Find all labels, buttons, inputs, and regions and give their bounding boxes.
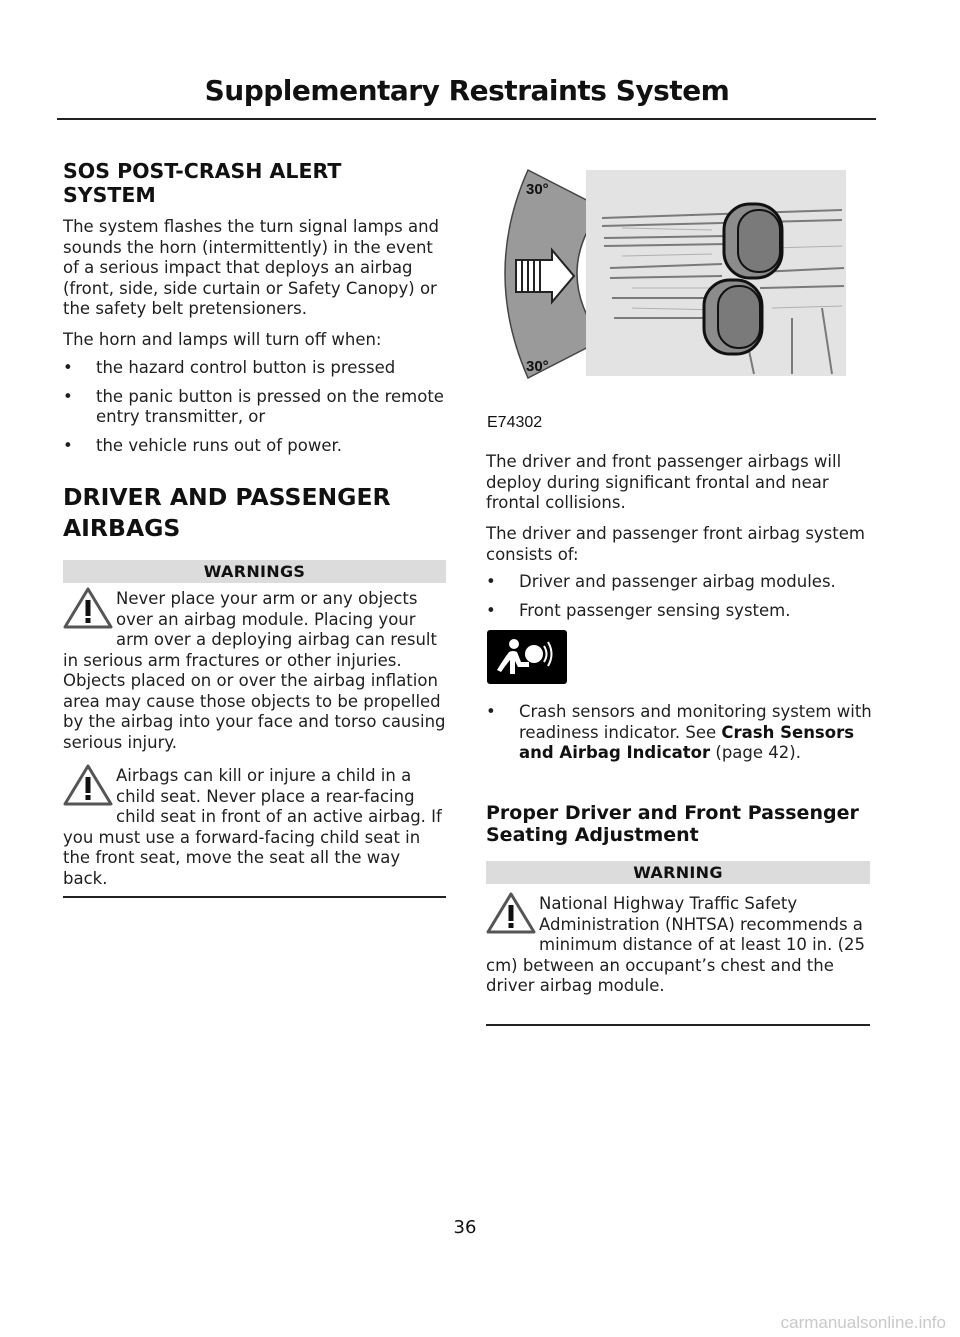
warning-3-text: National Highway Traffic Safety Administration (NHTSA) recommends a minimum distance of at least 10 in. (25 cm) between an occupant’s chest and the driver airbag module. bbox=[486, 894, 866, 995]
warning-end-divider bbox=[63, 896, 446, 898]
warnings-banner: WARNINGS bbox=[63, 560, 446, 583]
angle-label-bottom: 30° bbox=[526, 358, 549, 375]
angle-label-top: 30° bbox=[526, 181, 549, 198]
crash-sensor-bullet bbox=[486, 702, 872, 764]
warning-triangle-icon bbox=[63, 587, 114, 631]
warning-2-text: Airbags can kill or injure a child in a child seat. Never place a rear-facing child seat in front of an active airbag. If you must use a forward-facing child seat in the front seat, move the seat all the way back. bbox=[63, 766, 442, 888]
crash-bullet-text: Crash sensors and monitoring system with readiness indicator. See bbox=[519, 702, 872, 742]
sos-paragraph-2: The horn and lamps will turn off when: bbox=[63, 330, 382, 349]
airbag-seating-figure bbox=[492, 168, 848, 380]
airbag-paragraph-1: The driver and front passenger airbags will deploy during significant frontal and near frontal collisions. bbox=[486, 452, 842, 512]
airbags-heading: DRIVER AND PASSENGER AIRBAGS bbox=[63, 483, 391, 542]
list-item bbox=[486, 702, 872, 764]
page-title: Supplementary Restraints System bbox=[204, 74, 730, 107]
airbag-bullet-list bbox=[486, 572, 870, 621]
page-number: 36 bbox=[453, 1217, 477, 1238]
warning-1 bbox=[63, 589, 448, 753]
figure-label: E74302 bbox=[487, 414, 543, 431]
list-item: • the hazard control button is pressed bbox=[63, 358, 446, 379]
crash-sensors-link[interactable]: Crash Sensors and Airbag Indicator bbox=[519, 722, 855, 762]
list-item: • Driver and passenger airbag modules. bbox=[486, 572, 870, 593]
warning-banner: WARNING bbox=[486, 861, 870, 884]
sos-heading: SOS POST-CRASH ALERT SYSTEM bbox=[63, 159, 342, 207]
warning-1-text: Never place your arm or any objects over an airbag module. Placing your arm over a deploying airbag can result in serious arm fractures or other injuries. Objects placed on or over the airbag inflation area may cause those objects to be propelled by the airbag into your face and torso causing serious injury. bbox=[63, 589, 446, 752]
airbag-indicator-icon bbox=[487, 630, 567, 684]
airbag-module-lower bbox=[704, 280, 762, 354]
warning-triangle-icon bbox=[486, 892, 537, 936]
header-divider bbox=[57, 118, 876, 120]
airbag-paragraph-2: The driver and passenger front airbag system consists of: bbox=[486, 524, 865, 564]
warning-2 bbox=[63, 766, 448, 889]
airbag-module-upper bbox=[724, 204, 782, 278]
seating-heading: Proper Driver and Front Passenger Seating Adjustment bbox=[486, 802, 859, 846]
list-item: • Front passenger sensing system. bbox=[486, 601, 870, 622]
list-item: • the vehicle runs out of power. bbox=[63, 436, 446, 457]
watermark: carmanualsonline.info bbox=[780, 1313, 946, 1332]
list-item: • the panic button is pressed on the remote entry transmitter, or bbox=[63, 387, 446, 428]
sos-paragraph-1: The system flashes the turn signal lamps and sounds the horn (intermittently) in the event of a serious impact that deploys an airbag (front, side, side curtain or Safety Canopy) or the safety belt pretensioners. bbox=[63, 217, 440, 318]
warning-end-divider bbox=[486, 1024, 870, 1026]
warning-3 bbox=[486, 894, 866, 997]
sos-bullet-list bbox=[63, 358, 446, 456]
crash-bullet-page: (page 42). bbox=[710, 743, 801, 762]
warning-triangle-icon bbox=[63, 764, 114, 808]
